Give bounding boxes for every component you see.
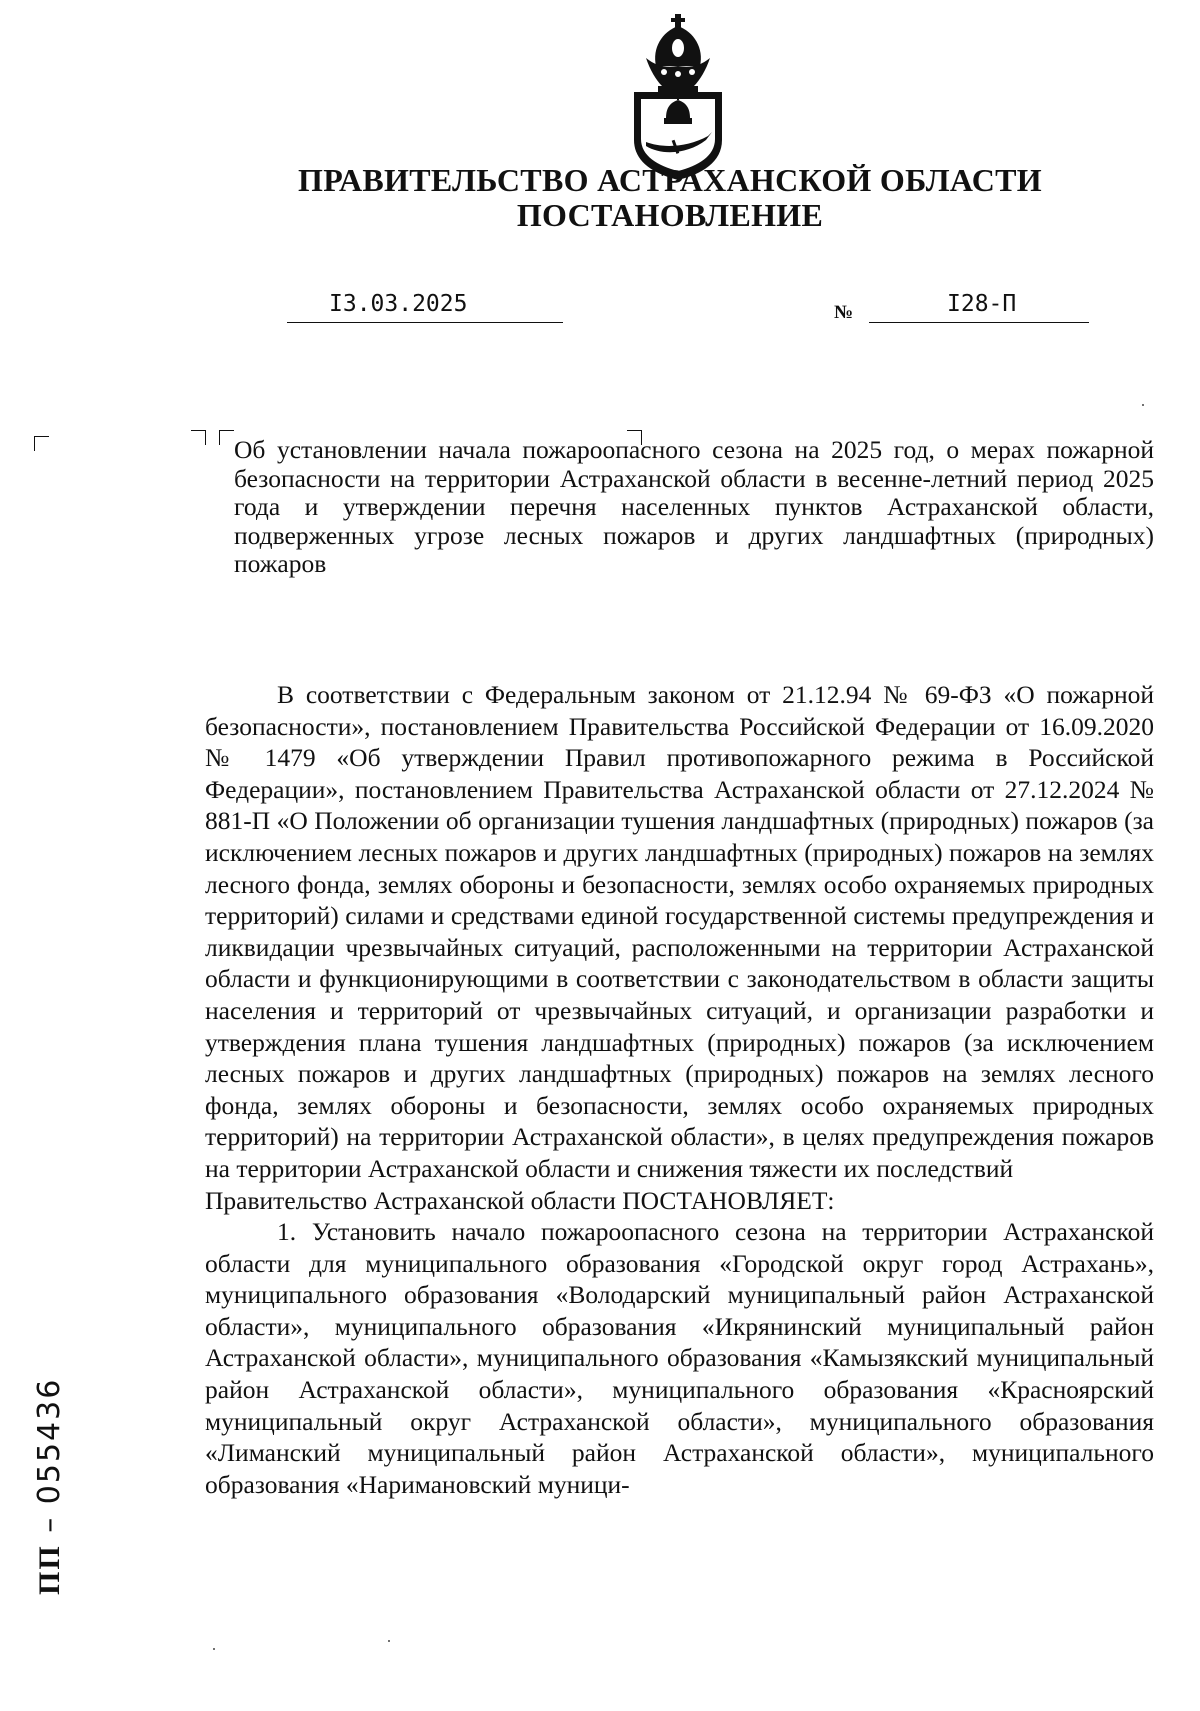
document-type-title: ПОСТАНОВЛЕНИЕ [516,197,824,233]
scan-speck [213,1648,215,1650]
serial-dash: – [32,1515,67,1533]
government-title: ПРАВИТЕЛЬСТВО АСТРАХАНСКОЙ ОБЛАСТИ [298,162,1042,198]
document-date-field [287,288,563,323]
document-body [205,679,1154,1500]
serial-number: 055436 [32,1377,67,1505]
document-subject: Об установлении начала пожароопасного сезона на 2025 год, о мерах пожарной безопасности на территории Астраханской области в весенне-летний период 2025 года и утверждении перечня населенных пунктов Астраханской области, подверженных угрозе лесных пожаров и других ландшафтных (природных) пожаров [234,435,1154,578]
preamble-paragraph: В соответствии с Федеральным законом от 21.12.94 № 69-ФЗ «О пожарной безопасности», постановлением Правительства Российской Федерации от 16.09.2020 № 1479 «Об утверждении Правил противопожарного режима в Российской Федерации», постановлением Правительства Астраханской области от 27.12.2024 № 881-П «О Положении об организации тушения ландшафтных (природных) пожаров (за исключением лесных пожаров и других ландшафтных (природных) пожаров на землях лесного фонда, землях обороны и безопасности, землях особо охраняемых природных территорий) силами и средствами единой государственной системы предупреждения и ликвидации чрезвычайных ситуаций, расположенными на территории Астраханской области и функционирующими в соответствии с законодательством в области защиты населения и территорий от чрезвычайных ситуаций, и организации разработки и утверждения плана тушения ландшафтных (природных) пожаров (за исключением лесных пожаров и других ландшафтных (природных) пожаров на землях лесного фонда, землях обороны и безопасности, землях особо охраняемых природных территорий) на территории Астраханской области», в целях предупреждения пожаров на территории Астраханской области и снижения тяжести их последствий [205,680,1154,1183]
document-date: I3.03.2025 [329,291,468,317]
item-1-paragraph: 1. Установить начало пожароопасного сезона на территории Астраханской области для муниципального образования «Городской округ город Астрахань», муниципального образования «Володарский муниципальный район Астраханской области», муниципального образования «Икрянинский муниципальный район Астраханской области», муниципального образования «Камызякский муниципальный район Астраханской области», муниципального образования «Красноярский муниципальный округ Астраханской области», муниципального образования «Лиманский муниципальный район Астраханской области», муниципального образования «Наримановский муници- [205,1217,1154,1499]
serial-series: ПП [33,1544,66,1595]
form-serial-number [32,1378,67,1595]
document-number-field [869,288,1089,323]
subject-corner-mark-left [219,430,234,445]
coat-of-arms-icon [628,14,728,182]
margin-corner-mark [34,436,49,451]
subject-corner-mark-right [191,430,206,445]
scan-speck [1142,404,1144,406]
resolution-line: Правительство Астраханской области ПОСТАНОВЛЯЕТ: [205,1185,835,1215]
document-number: I28-П [947,291,1017,317]
number-label: № [834,302,854,323]
scan-speck [388,1640,390,1642]
